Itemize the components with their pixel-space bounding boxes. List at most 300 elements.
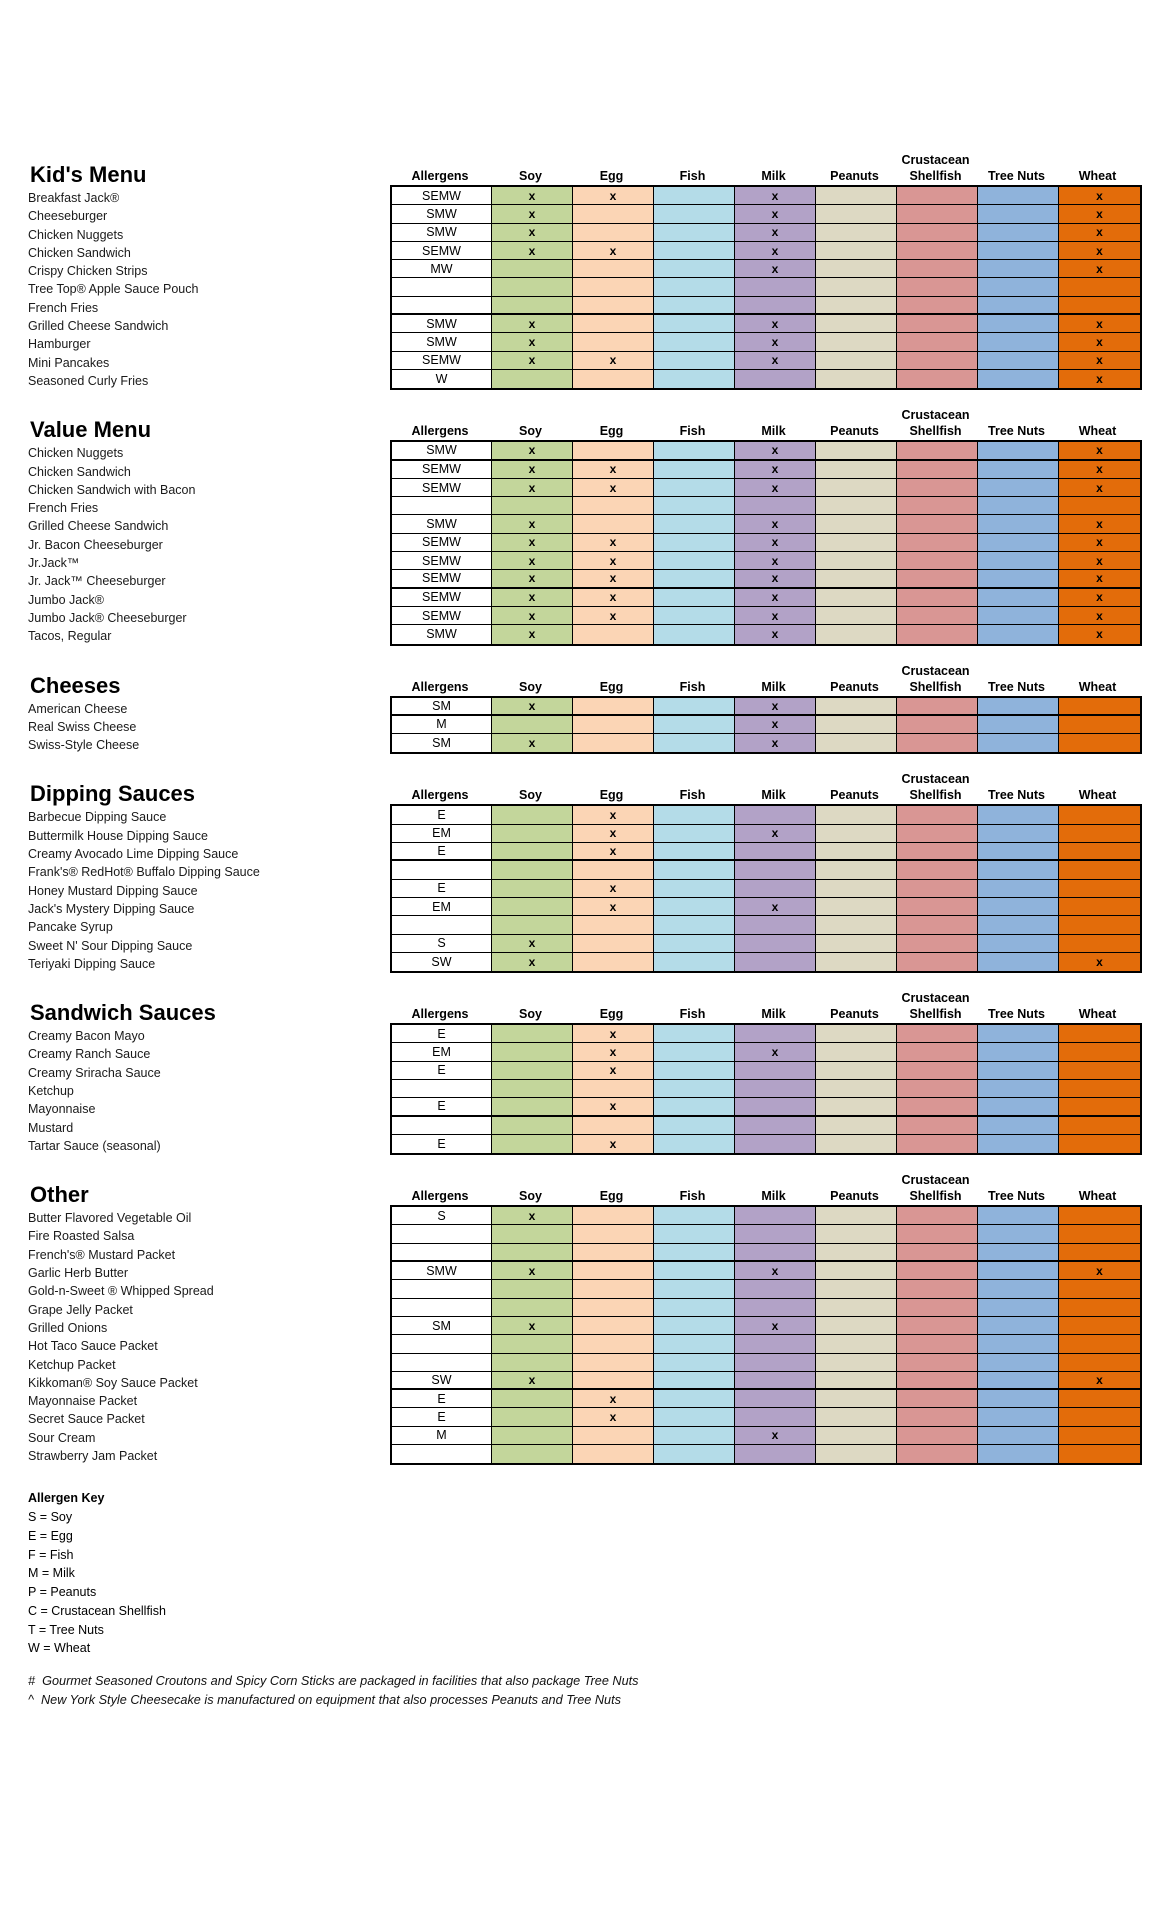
allergen-mark-cell-shellfish bbox=[897, 825, 978, 843]
allergen-mark-cell-shellfish bbox=[897, 953, 978, 971]
allergen-mark-cell-soy: x bbox=[492, 242, 573, 260]
allergen-mark-cell-tree-nuts bbox=[978, 205, 1059, 223]
allergen-mark-cell-soy bbox=[492, 1354, 573, 1372]
menu-item-name: Jack's Mystery Dipping Sauce bbox=[28, 901, 195, 916]
allergen-mark-cell-wheat bbox=[1059, 825, 1140, 843]
column-header-spacer bbox=[976, 662, 1057, 678]
allergen-mark-cell-shellfish bbox=[897, 935, 978, 953]
table-column-headers bbox=[390, 151, 1138, 185]
column-header-peanuts: Peanuts bbox=[830, 788, 879, 803]
allergen-mark-cell-milk bbox=[735, 935, 816, 953]
table-row bbox=[392, 1317, 1140, 1335]
menu-item-name: Seasoned Curly Fries bbox=[28, 373, 149, 388]
column-header-fish: Fish bbox=[679, 424, 706, 439]
allergen-mark-cell-egg: x bbox=[573, 461, 654, 479]
allergen-mark-cell-wheat: x bbox=[1059, 1262, 1140, 1280]
allergen-mark-cell-milk bbox=[735, 1445, 816, 1463]
table-row bbox=[392, 935, 1140, 953]
allergen-code-cell: SEMW bbox=[392, 242, 492, 260]
section-title-zone bbox=[0, 406, 390, 442]
allergen-mark-cell-egg: x bbox=[573, 1025, 654, 1043]
allergen-mark-cell-shellfish bbox=[897, 625, 978, 643]
column-header-shellfish: Shellfish bbox=[909, 169, 962, 183]
allergen-code-cell bbox=[392, 278, 492, 296]
allergen-mark-cell-egg bbox=[573, 1117, 654, 1135]
allergen-code-cell bbox=[392, 861, 492, 879]
section-left-column bbox=[0, 989, 390, 1155]
column-header-spacer bbox=[390, 406, 490, 422]
allergen-mark-cell-tree-nuts bbox=[978, 825, 1059, 843]
allergen-mark-cell-milk bbox=[735, 861, 816, 879]
allergen-mark-cell-soy: x bbox=[492, 534, 573, 552]
menu-item-name: Garlic Herb Butter bbox=[28, 1266, 129, 1281]
section-table-column bbox=[390, 151, 1142, 390]
allergen-mark-cell-shellfish bbox=[897, 1262, 978, 1280]
allergen-mark-cell-fish bbox=[654, 1299, 735, 1317]
table-row bbox=[392, 224, 1140, 242]
allergen-mark-cell-peanuts bbox=[816, 1445, 897, 1463]
allergen-mark-cell-shellfish bbox=[897, 1299, 978, 1317]
allergen-mark-cell-egg bbox=[573, 205, 654, 223]
allergen-mark-cell-tree-nuts bbox=[978, 515, 1059, 533]
column-header-soy: Soy bbox=[519, 1189, 542, 1204]
column-header-crustacean: Crustacean bbox=[901, 408, 970, 423]
allergen-code-cell: SEMW bbox=[392, 607, 492, 625]
allergen-mark-cell-milk: x bbox=[735, 734, 816, 752]
section-title-zone bbox=[0, 1171, 390, 1207]
allergen-mark-cell-soy bbox=[492, 1408, 573, 1426]
allergen-mark-cell-soy: x bbox=[492, 953, 573, 971]
allergen-mark-cell-fish bbox=[654, 625, 735, 643]
allergen-mark-cell-fish bbox=[654, 1335, 735, 1353]
section-value-menu bbox=[0, 406, 1166, 645]
allergen-mark-cell-fish bbox=[654, 589, 735, 607]
section-title: Sandwich Sauces bbox=[30, 1000, 216, 1026]
section-table-column bbox=[390, 662, 1142, 755]
allergen-code-cell bbox=[392, 497, 492, 515]
allergen-mark-cell-tree-nuts bbox=[978, 370, 1059, 388]
allergen-mark-cell-soy bbox=[492, 1062, 573, 1080]
allergen-mark-cell-tree-nuts bbox=[978, 1025, 1059, 1043]
table-row bbox=[392, 1427, 1140, 1445]
allergen-code-cell: E bbox=[392, 843, 492, 861]
column-header-spacer bbox=[814, 151, 895, 167]
allergen-mark-cell-shellfish bbox=[897, 461, 978, 479]
allergen-mark-cell-egg bbox=[573, 1335, 654, 1353]
allergen-mark-cell-fish bbox=[654, 534, 735, 552]
column-header-milk: Milk bbox=[761, 679, 786, 694]
menu-item-name: French Fries bbox=[28, 501, 99, 516]
allergen-code-cell: SEMW bbox=[392, 187, 492, 205]
column-header-spacer bbox=[733, 151, 814, 167]
allergen-mark-cell-fish bbox=[654, 843, 735, 861]
allergen-mark-cell-soy bbox=[492, 916, 573, 934]
allergen-table bbox=[390, 440, 1142, 645]
column-header-crustacean: Crustacean bbox=[901, 153, 970, 167]
allergen-mark-cell-soy bbox=[492, 1390, 573, 1408]
allergen-mark-cell-fish bbox=[654, 607, 735, 625]
menu-item-name: Grilled Cheese Sandwich bbox=[28, 519, 169, 534]
allergen-mark-cell-fish bbox=[654, 552, 735, 570]
allergen-mark-cell-peanuts bbox=[816, 461, 897, 479]
table-column-headers bbox=[390, 989, 1138, 1023]
allergen-mark-cell-soy bbox=[492, 825, 573, 843]
allergen-mark-cell-wheat bbox=[1059, 1043, 1140, 1061]
allergen-mark-cell-peanuts bbox=[816, 1317, 897, 1335]
allergen-mark-cell-soy bbox=[492, 1117, 573, 1135]
column-header-wheat: Wheat bbox=[1078, 679, 1117, 694]
allergen-mark-cell-milk: x bbox=[735, 534, 816, 552]
allergen-mark-cell-tree-nuts bbox=[978, 442, 1059, 460]
table-column-headers bbox=[390, 1171, 1138, 1205]
allergen-mark-cell-peanuts bbox=[816, 734, 897, 752]
table-column-headers bbox=[390, 662, 1138, 696]
allergen-mark-cell-egg bbox=[573, 260, 654, 278]
allergen-mark-cell-soy: x bbox=[492, 515, 573, 533]
allergen-mark-cell-milk bbox=[735, 880, 816, 898]
allergen-mark-cell-soy bbox=[492, 880, 573, 898]
allergen-mark-cell-milk: x bbox=[735, 242, 816, 260]
allergen-mark-cell-wheat: x bbox=[1059, 187, 1140, 205]
column-header-shellfish: Shellfish bbox=[909, 788, 962, 803]
allergen-key-entry: M = Milk bbox=[28, 1566, 75, 1581]
allergen-code-cell: E bbox=[392, 1135, 492, 1153]
allergen-mark-cell-shellfish bbox=[897, 1317, 978, 1335]
allergen-mark-cell-soy bbox=[492, 260, 573, 278]
allergen-mark-cell-tree-nuts bbox=[978, 479, 1059, 497]
allergen-mark-cell-egg: x bbox=[573, 880, 654, 898]
allergen-mark-cell-shellfish bbox=[897, 898, 978, 916]
allergen-mark-cell-soy bbox=[492, 370, 573, 388]
allergen-mark-cell-shellfish bbox=[897, 260, 978, 278]
allergen-key-entry: P = Peanuts bbox=[28, 1585, 97, 1600]
allergen-mark-cell-egg bbox=[573, 1427, 654, 1445]
allergen-mark-cell-egg bbox=[573, 1262, 654, 1280]
allergen-mark-cell-peanuts bbox=[816, 497, 897, 515]
table-row bbox=[392, 843, 1140, 861]
allergen-mark-cell-milk: x bbox=[735, 187, 816, 205]
allergen-mark-cell-shellfish bbox=[897, 1372, 978, 1390]
allergen-mark-cell-peanuts bbox=[816, 1225, 897, 1243]
menu-sections bbox=[0, 151, 1166, 1465]
column-header-egg: Egg bbox=[599, 1007, 624, 1022]
allergen-mark-cell-egg: x bbox=[573, 352, 654, 370]
allergen-mark-cell-fish bbox=[654, 806, 735, 824]
table-row bbox=[392, 898, 1140, 916]
allergen-mark-cell-egg bbox=[573, 716, 654, 734]
allergen-mark-cell-egg bbox=[573, 515, 654, 533]
allergen-mark-cell-tree-nuts bbox=[978, 1390, 1059, 1408]
table-row bbox=[392, 734, 1140, 752]
allergen-code-cell bbox=[392, 1117, 492, 1135]
allergen-mark-cell-egg bbox=[573, 916, 654, 934]
allergen-mark-cell-soy bbox=[492, 1025, 573, 1043]
allergen-mark-cell-fish bbox=[654, 370, 735, 388]
allergen-mark-cell-egg: x bbox=[573, 534, 654, 552]
footnote: ^ New York Style Cheesecake is manufactured on equipment that also processes Peanuts and Tree Nuts bbox=[28, 1693, 621, 1708]
allergen-mark-cell-egg bbox=[573, 1080, 654, 1098]
allergen-mark-cell-egg bbox=[573, 1299, 654, 1317]
table-row bbox=[392, 589, 1140, 607]
column-header-peanuts: Peanuts bbox=[830, 1189, 879, 1204]
allergen-key-entry: F = Fish bbox=[28, 1547, 74, 1562]
allergen-mark-cell-milk: x bbox=[735, 1043, 816, 1061]
column-header-shellfish: Shellfish bbox=[909, 1007, 962, 1022]
column-header-peanuts: Peanuts bbox=[830, 424, 879, 439]
allergen-mark-cell-egg bbox=[573, 1207, 654, 1225]
allergen-mark-cell-egg: x bbox=[573, 843, 654, 861]
allergen-mark-cell-egg bbox=[573, 442, 654, 460]
allergen-mark-cell-peanuts bbox=[816, 1280, 897, 1298]
allergen-mark-cell-milk bbox=[735, 1135, 816, 1153]
table-row bbox=[392, 861, 1140, 879]
allergen-mark-cell-fish bbox=[654, 333, 735, 351]
allergen-mark-cell-soy bbox=[492, 1335, 573, 1353]
allergen-mark-cell-tree-nuts bbox=[978, 935, 1059, 953]
column-header-spacer bbox=[652, 662, 733, 678]
allergen-mark-cell-tree-nuts bbox=[978, 861, 1059, 879]
allergen-code-cell: SEMW bbox=[392, 589, 492, 607]
table-row bbox=[392, 1098, 1140, 1116]
allergen-mark-cell-shellfish bbox=[897, 843, 978, 861]
section-sandwich-sauces bbox=[0, 989, 1166, 1155]
allergen-mark-cell-soy bbox=[492, 861, 573, 879]
menu-item-name: Cheeseburger bbox=[28, 209, 108, 224]
allergen-mark-cell-milk: x bbox=[735, 333, 816, 351]
allergen-mark-cell-milk: x bbox=[735, 552, 816, 570]
table-row bbox=[392, 953, 1140, 971]
table-row bbox=[392, 825, 1140, 843]
section-title: Dipping Sauces bbox=[30, 781, 196, 807]
menu-item-name: Hamburger bbox=[28, 337, 91, 352]
section-left-column bbox=[0, 662, 390, 755]
allergen-mark-cell-wheat bbox=[1059, 1062, 1140, 1080]
allergen-mark-cell-wheat bbox=[1059, 861, 1140, 879]
column-header-crustacean: Crustacean bbox=[901, 663, 970, 678]
allergen-mark-cell-milk: x bbox=[735, 461, 816, 479]
allergen-mark-cell-fish bbox=[654, 1225, 735, 1243]
table-row bbox=[392, 352, 1140, 370]
column-header-egg: Egg bbox=[599, 424, 624, 439]
allergen-mark-cell-peanuts bbox=[816, 1390, 897, 1408]
section-kid-s-menu bbox=[0, 151, 1166, 390]
allergen-mark-cell-tree-nuts bbox=[978, 589, 1059, 607]
allergen-mark-cell-fish bbox=[654, 187, 735, 205]
allergen-mark-cell-egg bbox=[573, 953, 654, 971]
section-title-zone bbox=[0, 989, 390, 1025]
table-row bbox=[392, 333, 1140, 351]
allergen-mark-cell-egg: x bbox=[573, 898, 654, 916]
allergen-mark-cell-fish bbox=[654, 1025, 735, 1043]
allergen-mark-cell-fish bbox=[654, 497, 735, 515]
column-header-spacer bbox=[571, 989, 652, 1005]
column-header-fish: Fish bbox=[679, 679, 706, 694]
allergen-mark-cell-peanuts bbox=[816, 1372, 897, 1390]
allergen-mark-cell-fish bbox=[654, 442, 735, 460]
allergen-mark-cell-egg bbox=[573, 935, 654, 953]
allergen-code-cell: SEMW bbox=[392, 534, 492, 552]
allergen-code-cell: EM bbox=[392, 825, 492, 843]
allergen-mark-cell-soy bbox=[492, 278, 573, 296]
column-header-spacer bbox=[814, 662, 895, 678]
menu-item-name: Creamy Ranch Sauce bbox=[28, 1047, 151, 1062]
allergen-mark-cell-tree-nuts bbox=[978, 1225, 1059, 1243]
allergen-code-cell: SMW bbox=[392, 333, 492, 351]
table-row bbox=[392, 297, 1140, 315]
allergen-mark-cell-tree-nuts bbox=[978, 716, 1059, 734]
allergen-mark-cell-peanuts bbox=[816, 515, 897, 533]
allergen-mark-cell-soy bbox=[492, 806, 573, 824]
allergen-mark-cell-milk bbox=[735, 1207, 816, 1225]
column-header-spacer bbox=[814, 989, 895, 1005]
menu-item-name: Tartar Sauce (seasonal) bbox=[28, 1138, 161, 1153]
allergen-mark-cell-fish bbox=[654, 352, 735, 370]
menu-item-name: Frank's® RedHot® Buffalo Dipping Sauce bbox=[28, 865, 260, 880]
column-header-spacer bbox=[976, 989, 1057, 1005]
column-header-milk: Milk bbox=[761, 788, 786, 803]
allergen-mark-cell-peanuts bbox=[816, 1043, 897, 1061]
allergen-mark-cell-milk: x bbox=[735, 442, 816, 460]
allergen-mark-cell-wheat: x bbox=[1059, 570, 1140, 588]
allergen-mark-cell-wheat: x bbox=[1059, 333, 1140, 351]
allergen-mark-cell-shellfish bbox=[897, 880, 978, 898]
allergen-mark-cell-soy bbox=[492, 1043, 573, 1061]
allergen-mark-cell-tree-nuts bbox=[978, 315, 1059, 333]
allergen-mark-cell-soy: x bbox=[492, 333, 573, 351]
menu-item-name: Hot Taco Sauce Packet bbox=[28, 1339, 158, 1354]
allergen-mark-cell-fish bbox=[654, 1354, 735, 1372]
table-row bbox=[392, 607, 1140, 625]
allergen-code-cell bbox=[392, 297, 492, 315]
allergen-mark-cell-peanuts bbox=[816, 716, 897, 734]
allergen-mark-cell-tree-nuts bbox=[978, 734, 1059, 752]
allergen-mark-cell-wheat: x bbox=[1059, 205, 1140, 223]
column-header-spacer bbox=[814, 406, 895, 422]
allergen-code-cell: E bbox=[392, 1025, 492, 1043]
allergen-mark-cell-wheat bbox=[1059, 716, 1140, 734]
allergen-mark-cell-egg bbox=[573, 1372, 654, 1390]
section-left-column bbox=[0, 406, 390, 645]
allergen-mark-cell-shellfish bbox=[897, 1427, 978, 1445]
allergen-mark-cell-soy: x bbox=[492, 1262, 573, 1280]
allergen-mark-cell-soy: x bbox=[492, 461, 573, 479]
menu-item-name: Mayonnaise bbox=[28, 1102, 96, 1117]
item-name-list bbox=[0, 444, 390, 645]
column-header-allergens: Allergens bbox=[411, 169, 469, 183]
allergen-mark-cell-egg bbox=[573, 1244, 654, 1262]
column-header-spacer bbox=[1057, 662, 1138, 678]
table-row bbox=[392, 1117, 1140, 1135]
allergen-mark-cell-fish bbox=[654, 315, 735, 333]
allergen-mark-cell-peanuts bbox=[816, 205, 897, 223]
table-row bbox=[392, 1207, 1140, 1225]
allergen-mark-cell-milk: x bbox=[735, 1317, 816, 1335]
menu-item-name: Creamy Avocado Lime Dipping Sauce bbox=[28, 847, 239, 862]
allergen-mark-cell-egg bbox=[573, 333, 654, 351]
table-row bbox=[392, 698, 1140, 716]
column-header-spacer bbox=[1057, 151, 1138, 167]
allergen-mark-cell-fish bbox=[654, 1280, 735, 1298]
allergen-mark-cell-shellfish bbox=[897, 607, 978, 625]
allergen-mark-cell-fish bbox=[654, 935, 735, 953]
allergen-mark-cell-tree-nuts bbox=[978, 534, 1059, 552]
allergen-mark-cell-wheat bbox=[1059, 1427, 1140, 1445]
allergen-mark-cell-soy: x bbox=[492, 442, 573, 460]
allergen-mark-cell-milk: x bbox=[735, 625, 816, 643]
column-header-spacer bbox=[390, 989, 490, 1005]
table-row bbox=[392, 205, 1140, 223]
allergen-mark-cell-soy: x bbox=[492, 552, 573, 570]
allergen-mark-cell-wheat: x bbox=[1059, 953, 1140, 971]
allergen-mark-cell-milk: x bbox=[735, 698, 816, 716]
allergen-mark-cell-fish bbox=[654, 1062, 735, 1080]
allergen-mark-cell-shellfish bbox=[897, 370, 978, 388]
allergen-mark-cell-wheat bbox=[1059, 1080, 1140, 1098]
allergen-mark-cell-wheat bbox=[1059, 1135, 1140, 1153]
allergen-mark-cell-milk bbox=[735, 1408, 816, 1426]
column-header-crustacean: Crustacean bbox=[901, 1173, 970, 1188]
allergen-table bbox=[390, 185, 1142, 390]
allergen-mark-cell-wheat bbox=[1059, 806, 1140, 824]
table-row bbox=[392, 260, 1140, 278]
allergen-mark-cell-tree-nuts bbox=[978, 1043, 1059, 1061]
column-header-spacer bbox=[490, 1171, 571, 1187]
allergen-mark-cell-tree-nuts bbox=[978, 1098, 1059, 1116]
column-header-peanuts: Peanuts bbox=[830, 169, 879, 183]
allergen-mark-cell-peanuts bbox=[816, 1335, 897, 1353]
allergen-mark-cell-peanuts bbox=[816, 315, 897, 333]
menu-item-name: Swiss-Style Cheese bbox=[28, 738, 140, 753]
allergen-code-cell: MW bbox=[392, 260, 492, 278]
section-title: Value Menu bbox=[30, 417, 152, 443]
allergen-mark-cell-shellfish bbox=[897, 187, 978, 205]
allergen-mark-cell-tree-nuts bbox=[978, 224, 1059, 242]
allergen-code-cell: SEMW bbox=[392, 570, 492, 588]
column-header-allergens: Allergens bbox=[411, 1189, 469, 1204]
column-header-fish: Fish bbox=[679, 1007, 706, 1022]
allergen-mark-cell-fish bbox=[654, 260, 735, 278]
table-row bbox=[392, 534, 1140, 552]
menu-item-name: Jr.Jack™ bbox=[28, 556, 80, 571]
allergen-mark-cell-shellfish bbox=[897, 1280, 978, 1298]
allergen-mark-cell-wheat: x bbox=[1059, 607, 1140, 625]
allergen-mark-cell-egg: x bbox=[573, 1098, 654, 1116]
allergen-mark-cell-milk bbox=[735, 1354, 816, 1372]
allergen-code-cell: SW bbox=[392, 1372, 492, 1390]
allergen-mark-cell-wheat: x bbox=[1059, 352, 1140, 370]
allergen-code-cell: SMW bbox=[392, 1262, 492, 1280]
allergen-mark-cell-milk: x bbox=[735, 224, 816, 242]
menu-item-name: Mayonnaise Packet bbox=[28, 1394, 138, 1409]
allergen-code-cell: SW bbox=[392, 953, 492, 971]
allergen-mark-cell-shellfish bbox=[897, 552, 978, 570]
menu-item-name: Ketchup bbox=[28, 1083, 74, 1098]
allergen-mark-cell-egg: x bbox=[573, 479, 654, 497]
allergen-mark-cell-shellfish bbox=[897, 497, 978, 515]
menu-item-name: Creamy Sriracha Sauce bbox=[28, 1065, 161, 1080]
allergen-mark-cell-shellfish bbox=[897, 589, 978, 607]
allergen-mark-cell-soy bbox=[492, 1135, 573, 1153]
allergen-table bbox=[390, 1023, 1142, 1155]
allergen-mark-cell-tree-nuts bbox=[978, 953, 1059, 971]
allergen-mark-cell-egg bbox=[573, 315, 654, 333]
allergen-key-entry: T = Tree Nuts bbox=[28, 1622, 104, 1637]
allergen-mark-cell-milk: x bbox=[735, 1427, 816, 1445]
item-name-list bbox=[0, 189, 390, 390]
column-header-crustacean: Crustacean bbox=[901, 772, 970, 787]
allergen-mark-cell-fish bbox=[654, 1427, 735, 1445]
allergen-mark-cell-soy bbox=[492, 1280, 573, 1298]
